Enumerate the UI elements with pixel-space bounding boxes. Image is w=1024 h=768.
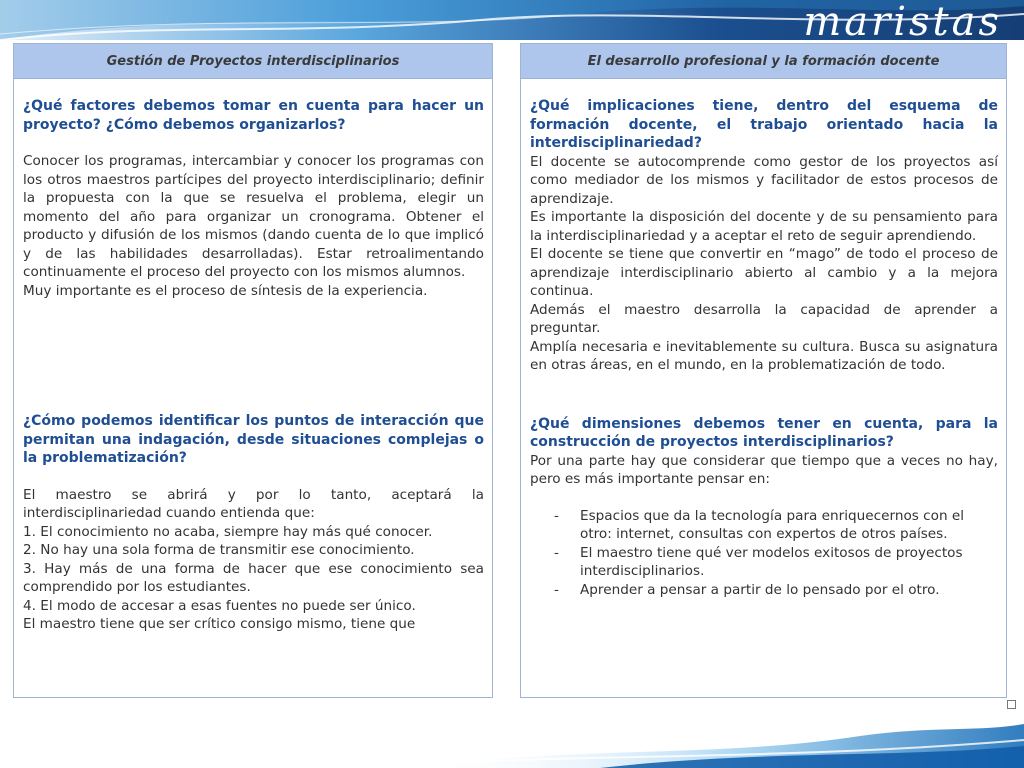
list-item-text: Espacios que da la tecnología para enriquecernos con el otro: internet, consultas con expertos de otros países. (580, 507, 965, 542)
right-answer-2-intro: Por una parte hay que considerar que tiempo que a veces no hay, pero es más importante pensar en: (530, 452, 998, 487)
left-question-2: ¿Cómo podemos identificar los puntos de interacción que permitan una indagación, desde situaciones complejas o la problematización? (23, 413, 484, 466)
right-bullet-list (530, 507, 998, 600)
top-banner (0, 0, 1024, 40)
right-panel-title: El desarrollo profesional y la formación docente (521, 44, 1006, 79)
dash-bullet: - (554, 507, 559, 524)
right-question-1: ¿Qué implicaciones tiene, dentro del esquema de formación docente, el trabajo orientado hacia la interdisciplinariedad? (530, 98, 998, 151)
left-panel-body (14, 79, 492, 634)
left-panel (13, 43, 493, 698)
left-answer-2-line: 2. No hay una sola forma de transmitir ese conocimiento. (23, 542, 415, 558)
dash-bullet: - (554, 581, 559, 598)
right-answer-1-paragraph: El docente se autocomprende como gestor de los proyectos así como mediador de los mismos y facilitador de estos procesos de aprendizaje. (530, 153, 998, 207)
list-item (530, 581, 998, 600)
left-answer-2-line: 3. Hay más de una forma de hacer que ese conocimiento sea comprendido por los estudiantes. (23, 560, 484, 595)
right-question-2: ¿Qué dimensiones debemos tener en cuenta, para la construcción de proyectos interdisciplinarios? (530, 415, 998, 450)
footer-wave-graphic (0, 706, 1024, 768)
right-answer-1-paragraph: El docente se tiene que convertir en “mago” de todo el proceso de aprendizaje interdisciplinario abierto al cambio y a la mejora continua. (530, 246, 998, 299)
right-panel-body (521, 79, 1006, 599)
right-panel (520, 43, 1007, 698)
right-answer-1-paragraph: Amplía necesaria e inevitablemente su cultura. Busca su asignatura en otras áreas, en el mundo, en la problematización de todo. (530, 338, 998, 373)
left-question-1: ¿Qué factores debemos tomar en cuenta para hacer un proyecto? ¿Cómo debemos organizarlos? (23, 98, 484, 133)
list-item-text: Aprender a pensar a partir de lo pensado por el otro. (580, 581, 940, 598)
left-panel-title: Gestión de Proyectos interdisciplinarios (14, 44, 492, 79)
left-answer-1-paragraph: Muy importante es el proceso de síntesis de la experiencia. (23, 282, 428, 299)
right-answer-1-paragraph: Además el maestro desarrolla la capacidad de aprender a preguntar. (530, 301, 998, 336)
list-item (530, 544, 998, 581)
maristas-logo: maristas (803, 2, 1002, 40)
left-answer-2-line: 1. El conocimiento no acaba, siempre hay más qué conocer. (23, 523, 433, 540)
left-answer-1-paragraph: Conocer los programas, intercambiar y conocer los programas con los otros maestros partícipes del proyecto interdisciplinario; definir la propuesta con la que se resuelva el problema, elegir un momento del año para organizar un cronograma. Obtener el producto y difusión de los mismos (dando cuenta de lo que implicó y de las habilidades desarrolladas). Estar retroalimentando continuamente el proceso del proyecto con los mismos alumnos. (23, 153, 484, 280)
left-answer-2-line: El maestro tiene que ser crítico consigo mismo, tiene que (23, 616, 416, 632)
left-answer-2-line: El maestro se abrirá y por lo tanto, aceptará la interdisciplinariedad cuando entienda que: (23, 486, 484, 521)
dash-bullet: - (554, 544, 559, 561)
list-item-text: El maestro tiene qué ver modelos exitosos de proyectos interdisciplinarios. (580, 544, 963, 579)
left-answer-2-line: 4. El modo de accesar a esas fuentes no puede ser único. (23, 597, 416, 614)
right-answer-1-paragraph: Es importante la disposición del docente y de su pensamiento para la interdisciplinariedad y a aceptar el reto de seguir aprendiendo. (530, 209, 998, 244)
list-item (530, 507, 998, 544)
